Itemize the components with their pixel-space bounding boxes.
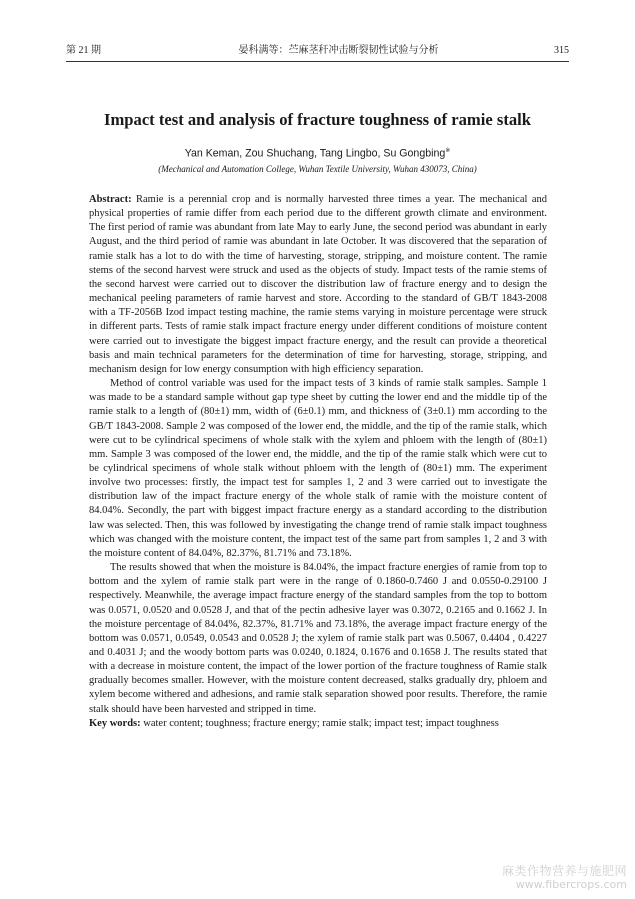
abstract-label: Abstract: <box>89 194 132 205</box>
author-line <box>40 144 595 161</box>
keywords-text: water content; toughness; fracture energy; ramie stalk; impact test; impact toughness <box>140 717 499 729</box>
watermark-site-name: 麻类作物营养与施肥网 <box>501 864 627 878</box>
keywords-line <box>89 717 547 731</box>
paper-title: Impact test and analysis of fracture toughness of ramie stalk <box>104 110 531 129</box>
corresponding-author-mark: ※ <box>445 148 451 154</box>
author-names: Yan Keman, Zou Shuchang, Tang Lingbo, Su Gongbing <box>184 147 446 160</box>
page-number: 315 <box>554 45 569 56</box>
affiliation: (Mechanical and Automation College, Wuhan Textile University, Wuhan 430073, China) <box>158 164 477 174</box>
abstract-paragraph-1 <box>89 193 547 377</box>
site-watermark <box>502 865 627 891</box>
abstract-paragraph-2: Method of control variable was used for the impact tests of 3 kinds of ramie stalk samples. Sample 1 was made to be a standard sample without gap type sheet by cutting the lower end and the middle tip of the ramie stalk to a length of (80±1) mm, width of (6±0.1) mm, and thickness of (3±0.1) mm according to the GB/T 1843-2008. Sample 2 was composed of the lower end, the middle, and the tip of the ramie stalk, which were cut to be cylindrical specimens of whole stalk with the xylem and phloem with the length of (80±1) mm. Sample 3 was composed of the lower end, the middle, and the tip of the ramie stalk which were cut to be cylindrical specimens of whole stalk without phloem with the length of (80±1) mm. The experiment involve two processes: firstly, the impact test for samples 1, 2 and 3 were carried out to investigate the distribution law of the impact fracture energy of the whole stalk of ramie with the moisture content of 84.04%. Secondly, the part with biggest impact fracture energy as a standard according to the distribution law was selected. Then, this was followed by investigating the change trend of ramie stalk impact toughness which was changed with the moisture content, the impact test of the same part from samples 1, 2 and 3 with the moisture content of 84.04%, 82.37%, 81.71% and 73.18%. <box>89 378 547 559</box>
running-header <box>66 44 569 58</box>
header-rule <box>66 61 569 62</box>
abstract-paragraph-3: The results showed that when the moisture is 84.04%, the impact fracture energies of ramie from top to bottom and the xylem of ramie stalk part were in the range of 0.1860-0.7460 J and 0.0550-0.29100 J respectively. Meanwhile, the average impact fracture energy of the standard samples from the top to bottom was 0.0571, 0.0520 and 0.0528 J, and that of the pectin adhesive layer was 0.3072, 0.2165 and 0.1662 J. In the moisture percentage of 84.04%, 82.37%, 81.71% and 73.18%, the average impact fracture energy of the bottom was 0.0571, 0.0549, 0.0543 and 0.0528 J; the xylem of ramie stalk part was 0.5067, 0.4404 , 0.4227 and 0.4031 J; and the woody bottom parts was 0.0240, 0.1824, 0.1676 and 0.1658 J. The results stated that with a decrease in moisture content, the impact of the lower portion of the fracture toughness of Ramie stalk gradually becomes smaller. However, with the moisture content decreased, stalks gradually dry, phloem and xylem become withered and adhesions, and ramie stalk separation showed poor results. Therefore, the ramie stalk should have been harvested and stripped in time. <box>89 562 547 715</box>
abstract-text-1: Ramie is a perennial crop and is normally harvested three times a year. The mechanical and physical properties of ramie differ from each period due to the different growth climate and environment. The first period of ramie was abundant from late May to early June, the second period was abundant in early August, and the third period of ramie was abundant in late October. It was discovered that the separation of ramie stalk has a lot to do with the time of harvesting, storage, stripping, and moisture content. The ramie stems of the second harvest were struck and used as the objects of study. Impact tests of the ramie stems of the second harvest were carried out to discover the distribution law of fracture energy and to design the mechanical peeling parameters of ramie harvest and store. According to the standard of GB/T 1843-2008 with a TF-2056B Izod impact testing machine, the ramie stems varying in moisture percentage were struck in different parts. Tests of ramie stalk impact fracture energy under different conditions of moisture content were carried out to investigate the biggest impact fracture energy, and the result can provide a theoretical basis and main technical parameters for the determination of time for harvesting, storage, stripping, and mechanism design for low energy consumption with high efficiency separation. <box>89 194 547 375</box>
watermark-url: www.fibercrops.com <box>515 878 627 891</box>
keywords-label: Key words: <box>89 717 141 729</box>
issue-number: 第 21 期 <box>66 45 101 56</box>
running-title: 晏科满等：苎麻茎秆冲击断裂韧性试验与分析 <box>238 45 439 56</box>
abstract-section <box>89 193 547 731</box>
